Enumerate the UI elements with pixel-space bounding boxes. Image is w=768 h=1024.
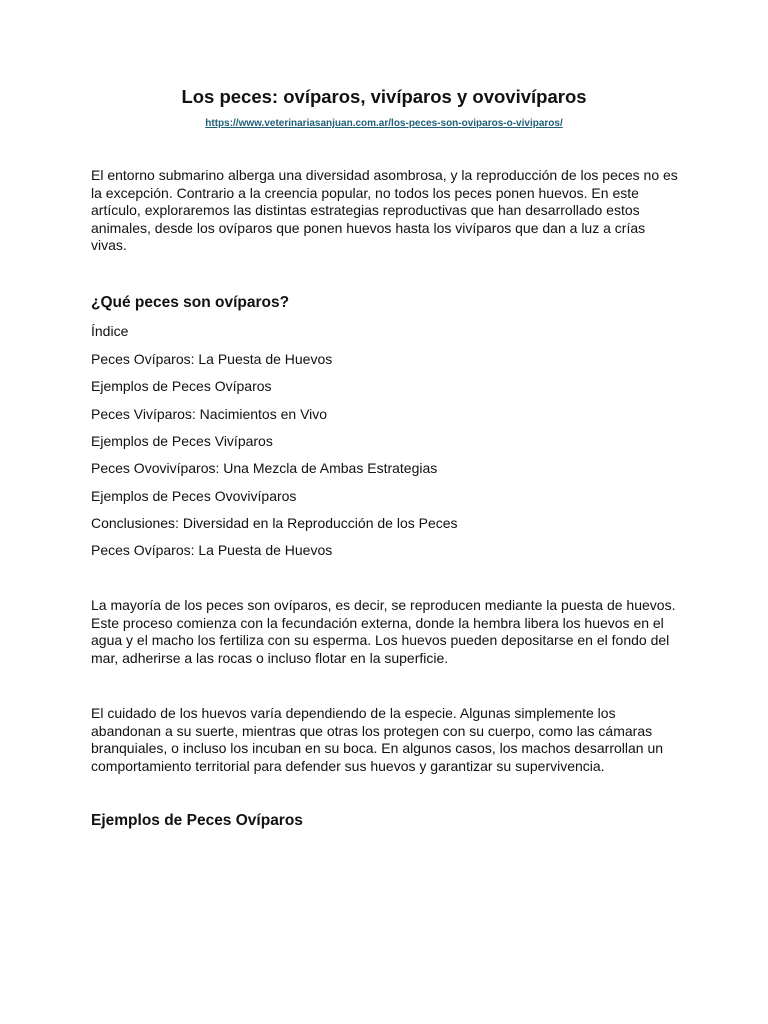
oviparos-paragraph-1: La mayoría de los peces son ovíparos, es decir, se reproducen mediante la puesta de huevos. Este proceso comienza con la fecundación externa, donde la hembra libera los huevos en el agua y el macho los fertiliza con su esperma. Los huevos pueden depositarse en el fondo del mar, adherirse a las rocas o incluso flotar en la superficie. — [91, 597, 676, 666]
oviparos-paragraph-2: El cuidado de los huevos varía dependiendo de la especie. Algunas simplemente los abandonan a su suerte, mientras que otras los protegen con su cuerpo, como las cámaras branquiales, o incluso los incuban en su boca. En algunos casos, los machos desarrollan un comportamiento territorial para defender sus huevos y garantizar su supervivencia. — [91, 705, 664, 774]
toc-item: Ejemplos de Peces Vivíparos — [91, 433, 273, 449]
toc-item: Conclusiones: Diversidad en la Reproducción de los Peces — [91, 515, 458, 531]
toc-item: Peces Ovíparos: La Puesta de Huevos — [91, 542, 333, 558]
section-heading-oviparos-question: ¿Qué peces son ovíparos? — [91, 294, 290, 311]
toc-item: Ejemplos de Peces Ovíparos — [91, 378, 272, 394]
toc-item: Peces Ovovivíparos: Una Mezcla de Ambas Estrategias — [91, 460, 438, 476]
section-heading-oviparos-examples: Ejemplos de Peces Ovíparos — [91, 812, 303, 829]
toc-item: Peces Ovíparos: La Puesta de Huevos — [91, 351, 333, 367]
toc-item: Peces Vivíparos: Nacimientos en Vivo — [91, 406, 328, 422]
source-link[interactable]: https://www.veterinariasanjuan.com.ar/los-peces-son-oviparos-o-viviparos/ — [205, 118, 563, 129]
toc-title: Índice — [91, 323, 129, 339]
toc-item: Ejemplos de Peces Ovovivíparos — [91, 488, 297, 504]
document-title: Los peces: ovíparos, vivíparos y ovovivíparos — [181, 86, 587, 107]
intro-paragraph: El entorno submarino alberga una diversidad asombrosa, y la reproducción de los peces no es la excepción. Contrario a la creencia popular, no todos los peces ponen huevos. En este artículo, exploraremos las distintas estrategias reproductivas que han desarrollado estos animales, desde los ovíparos que ponen huevos hasta los vivíparos que dan a luz a crías vivas. — [91, 167, 678, 254]
